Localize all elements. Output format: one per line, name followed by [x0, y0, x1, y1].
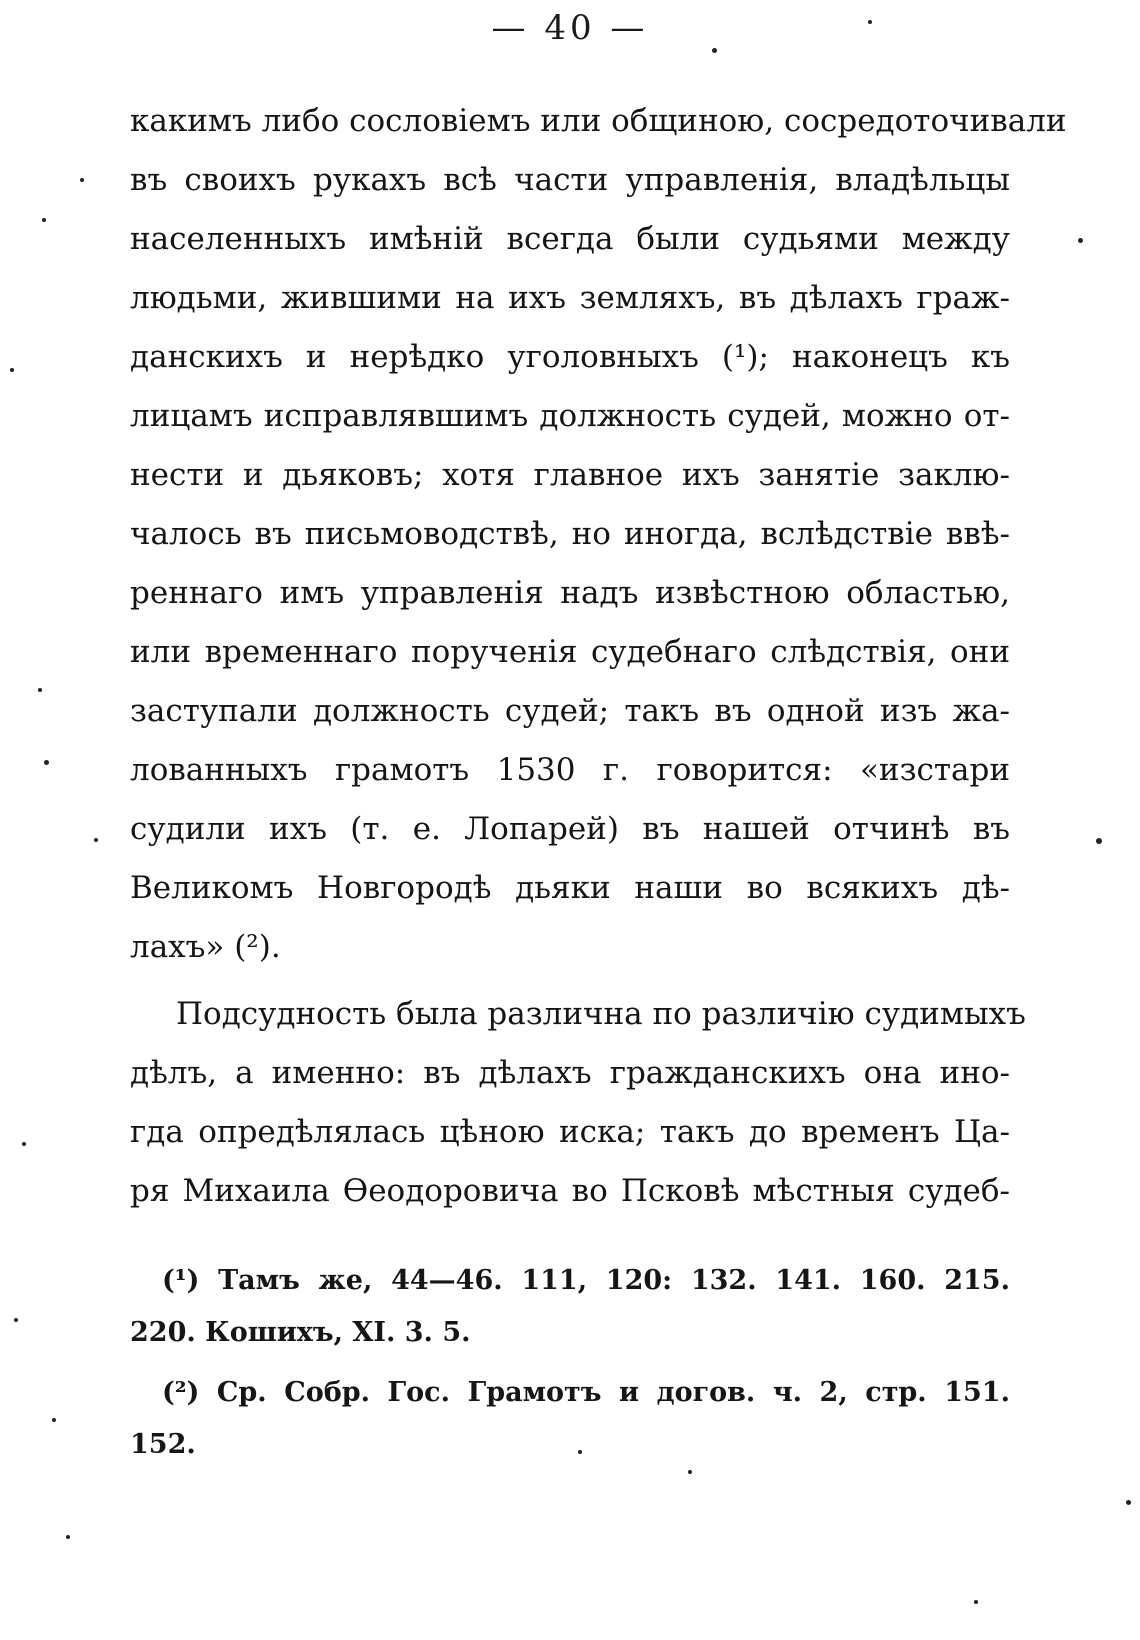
scan-speck	[22, 1142, 26, 1146]
scan-speck	[44, 760, 49, 765]
paragraph-1	[130, 92, 1067, 977]
text-line: гда опредѣлялась цѣною иска; такъ до временъ Ца-	[130, 1114, 1010, 1150]
text-line: Подсудность была различна по различію судимыхъ	[176, 996, 1026, 1032]
paragraph-2	[130, 985, 1026, 1221]
footnote-line: 152.	[130, 1429, 196, 1460]
scan-speck	[1078, 238, 1083, 243]
text-line: судили ихъ (т. е. Лопарей) въ нашей отчинѣ въ	[130, 811, 1010, 847]
scan-speck	[868, 20, 872, 24]
scan-speck	[42, 218, 46, 222]
scan-speck	[94, 838, 98, 842]
footnote-1	[130, 1255, 1010, 1359]
paragraph-spacer	[130, 977, 1010, 985]
footnote-line: (²) Ср. Собр. Гос. Грамотъ и догов. ч. 2, стр. 151.	[162, 1377, 1010, 1408]
text-line: въ своихъ рукахъ всѣ части управленія, владѣльцы	[130, 162, 1010, 198]
text-line: или временнаго порученія судебнаго слѣдствія, они	[130, 634, 1010, 670]
footnote-line: 220. Кошихъ, XI. 3. 5.	[130, 1317, 471, 1348]
scan-speck	[1096, 838, 1102, 844]
text-line: заступали должность судей; такъ въ одной изъ жа-	[130, 693, 1010, 729]
text-line: какимъ либо сословіемъ или общиною, сосредоточивали	[130, 103, 1067, 139]
text-line: населенныхъ имѣній всегда были судьями между	[130, 221, 1010, 257]
scan-speck	[66, 1535, 70, 1539]
text-line: людьми, жившими на ихъ земляхъ, въ дѣлахъ граж-	[130, 280, 1010, 316]
scan-speck	[578, 1450, 582, 1454]
text-line: лицамъ исправлявшимъ должность судей, можно от-	[130, 398, 1010, 434]
text-line: нести и дьяковъ; хотя главное ихъ занятіе заклю-	[130, 457, 1010, 493]
footnote-spacer	[130, 1359, 1010, 1367]
text-line: чалось въ письмоводствѣ, но иногда, вслѣдствіе ввѣ-	[130, 516, 1010, 552]
footnote-2	[130, 1367, 1010, 1471]
scan-speck	[688, 1470, 692, 1474]
scan-speck	[14, 1318, 18, 1322]
main-text	[130, 92, 1067, 1221]
scan-speck	[52, 1418, 56, 1422]
scan-speck	[712, 48, 717, 53]
text-line: данскихъ и нерѣдко уголовныхъ (¹); наконецъ къ	[130, 339, 1010, 375]
scan-speck	[80, 178, 84, 182]
text-line: лованныхъ грамотъ 1530 г. говорится: «изстари	[130, 752, 1010, 788]
page-number: — 40 —	[491, 8, 649, 48]
text-line: реннаго имъ управленія надъ извѣстною областью,	[130, 575, 1010, 611]
scan-speck	[1126, 1500, 1131, 1505]
text-line: лахъ» (²).	[130, 929, 281, 965]
footnotes	[130, 1255, 1010, 1471]
footnote-line: (¹) Тамъ же, 44—46. 111, 120: 132. 141. 160. 215.	[162, 1265, 1010, 1296]
text-line: Великомъ Новгородѣ дьяки наши во всякихъ дѣ-	[130, 870, 1010, 906]
scan-speck	[38, 688, 42, 692]
scan-speck	[974, 1600, 978, 1604]
text-line: ря Михаила Ѳеодоровича во Псковѣ мѣстныя судеб-	[130, 1173, 1010, 1209]
scan-speck	[10, 368, 14, 372]
text-line: дѣлъ, а именно: въ дѣлахъ гражданскихъ она ино-	[130, 1055, 1010, 1091]
